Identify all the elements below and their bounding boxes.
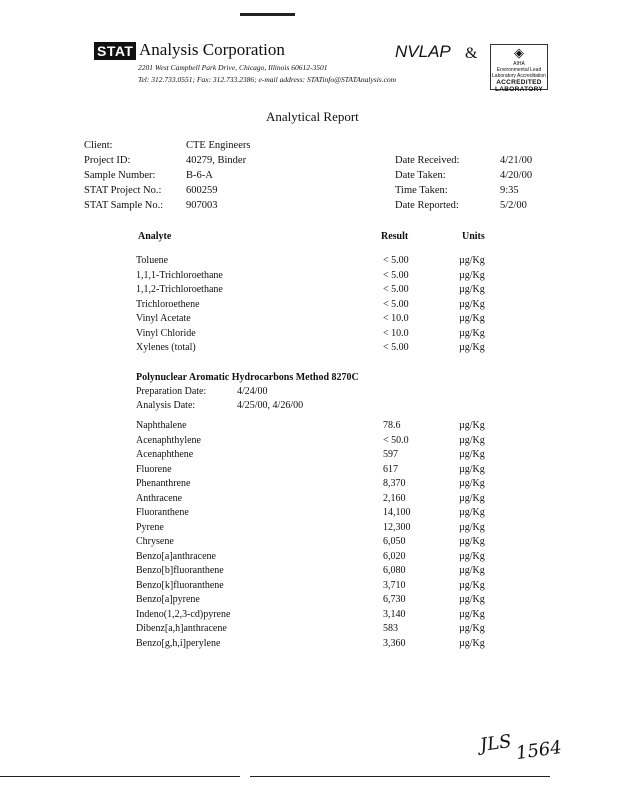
analyte-cell: Acenaphthylene (136, 434, 201, 446)
result-cell: 617 (383, 463, 398, 475)
analysis-date-label: Analysis Date: (136, 400, 196, 411)
analyte-cell: Pyrene (136, 521, 164, 533)
units-cell: µg/Kg (459, 449, 485, 460)
units-cell: µg/Kg (459, 536, 485, 547)
result-cell: 3,360 (383, 637, 406, 649)
result-cell: < 5.00 (383, 255, 409, 266)
result-cell: < 5.00 (383, 284, 409, 295)
analyte-cell: Naphthalene (136, 420, 187, 431)
analyte-cell: Fluoranthene (136, 507, 189, 518)
info-value: B-6-A (186, 170, 213, 181)
info-value: CTE Engineers (186, 140, 251, 151)
info-value: 907003 (186, 200, 218, 211)
units-cell: µg/Kg (459, 420, 485, 431)
ampersand: & (465, 45, 478, 62)
nvlap-logo: NVLAP (395, 42, 451, 61)
analyte-cell: Chrysene (136, 536, 174, 547)
units-cell: µg/Kg (459, 579, 485, 591)
result-cell: 78.6 (383, 420, 401, 431)
result-cell: 597 (383, 449, 398, 460)
units-cell: µg/Kg (459, 637, 485, 649)
analyte-cell: Acenaphthene (136, 449, 194, 460)
company-address: 2201 West Campbell Park Drive, Chicago, Illinois 60612-3501 (138, 63, 328, 72)
col-analyte: Analyte (138, 231, 172, 242)
units-cell: µg/Kg (459, 521, 485, 533)
info-label: Project ID: (84, 155, 131, 166)
units-cell: µg/Kg (459, 623, 485, 634)
prep-date-value: 4/24/00 (237, 386, 268, 397)
result-cell: 583 (383, 623, 398, 634)
result-cell: 6,050 (383, 536, 406, 547)
handwritten-page-number: 1564 (514, 736, 564, 765)
analyte-cell: Benzo[k]fluoranthene (136, 579, 224, 591)
scan-mark (240, 13, 295, 16)
result-cell: 6,080 (383, 565, 406, 576)
info-label: Date Reported: (395, 200, 459, 211)
handwritten-initials: JLS (478, 730, 513, 757)
result-cell: < 10.0 (383, 327, 409, 339)
info-value: 9:35 (500, 185, 519, 196)
result-cell: < 5.00 (383, 298, 409, 310)
units-cell: µg/Kg (459, 255, 485, 266)
aiha-icon: ◈ (514, 45, 524, 60)
units-cell: µg/Kg (459, 594, 485, 605)
result-cell: 6,020 (383, 550, 406, 562)
analyte-cell: Vinyl Chloride (136, 327, 196, 339)
col-units: Units (462, 231, 485, 242)
info-label: Date Received: (395, 155, 460, 166)
company-contact: Tel: 312.733.0551; Fax: 312.733.2386; e-mail address: STATinfo@STATAnalysis.com (138, 75, 397, 84)
units-cell: µg/Kg (459, 478, 485, 489)
info-value: 4/21/00 (500, 155, 533, 166)
stat-logo: STAT (94, 42, 136, 60)
info-label: STAT Sample No.: (84, 200, 164, 211)
analyte-cell: Dibenz[a,h]anthracene (136, 623, 227, 634)
pah-section-title: Polynuclear Aromatic Hydrocarbons Method 8270C (136, 372, 359, 383)
result-cell: 6,730 (383, 594, 406, 605)
result-cell: 2,160 (383, 492, 406, 504)
info-label: Date Taken: (395, 170, 446, 181)
company-name: Analysis Corporation (139, 40, 285, 59)
units-cell: µg/Kg (459, 284, 485, 295)
result-cell: 3,140 (383, 608, 406, 620)
analyte-cell: Fluorene (136, 463, 172, 475)
result-cell: < 10.0 (383, 313, 409, 324)
units-cell: µg/Kg (459, 507, 485, 518)
analyte-cell: Trichloroethene (136, 298, 200, 310)
units-cell: µg/Kg (459, 269, 485, 281)
units-cell: µg/Kg (459, 463, 485, 475)
analyte-cell: Indeno(1,2,3-cd)pyrene (136, 608, 231, 620)
report-title: Analytical Report (266, 109, 359, 124)
prep-date-label: Preparation Date: (136, 386, 207, 397)
info-label: Sample Number: (84, 170, 156, 181)
analyte-cell: Phenanthrene (136, 478, 191, 489)
analyte-cell: 1,1,1-Trichloroethane (136, 269, 223, 281)
analyte-cell: Vinyl Acetate (136, 313, 191, 324)
scan-mark (250, 776, 550, 777)
info-label: Time Taken: (395, 185, 448, 196)
analyte-cell: Anthracene (136, 492, 183, 504)
info-label: STAT Project No.: (84, 185, 162, 196)
result-cell: < 50.0 (383, 434, 409, 446)
units-cell: µg/Kg (459, 608, 485, 620)
analyte-cell: Benzo[b]fluoranthene (136, 565, 224, 576)
col-result: Result (381, 231, 409, 242)
analyte-cell: 1,1,2-Trichloroethane (136, 284, 223, 295)
analyte-cell: Benzo[a]pyrene (136, 594, 200, 605)
units-cell: µg/Kg (459, 298, 485, 310)
units-cell: µg/Kg (459, 550, 485, 562)
analyte-cell: Xylenes (total) (136, 342, 196, 353)
units-cell: µg/Kg (459, 492, 485, 504)
units-cell: µg/Kg (459, 565, 485, 576)
units-cell: µg/Kg (459, 434, 485, 446)
result-cell: < 5.00 (383, 342, 409, 353)
info-value: 40279, Binder (186, 155, 247, 166)
result-cell: < 5.00 (383, 269, 409, 281)
result-cell: 8,370 (383, 478, 406, 489)
analyte-cell: Toluene (136, 255, 169, 266)
units-cell: µg/Kg (459, 313, 485, 324)
analyte-cell: Benzo[g,h,i]perylene (136, 637, 221, 649)
analyte-cell: Benzo[a]anthracene (136, 550, 216, 562)
info-value: 600259 (186, 185, 218, 196)
info-value: 5/2/00 (500, 200, 527, 211)
aiha-accreditation-badge: ◈ AIHA Environmental Lead Laboratory Accreditation ACCREDITED LABORATORY (490, 44, 548, 90)
scan-mark (0, 776, 240, 777)
units-cell: µg/Kg (459, 327, 485, 339)
result-cell: 12,300 (383, 521, 411, 533)
result-cell: 3,710 (383, 579, 406, 591)
info-label: Client: (84, 140, 113, 151)
analysis-date-value: 4/25/00, 4/26/00 (237, 400, 304, 411)
result-cell: 14,100 (383, 507, 411, 518)
units-cell: µg/Kg (459, 342, 485, 353)
info-value: 4/20/00 (500, 170, 533, 181)
